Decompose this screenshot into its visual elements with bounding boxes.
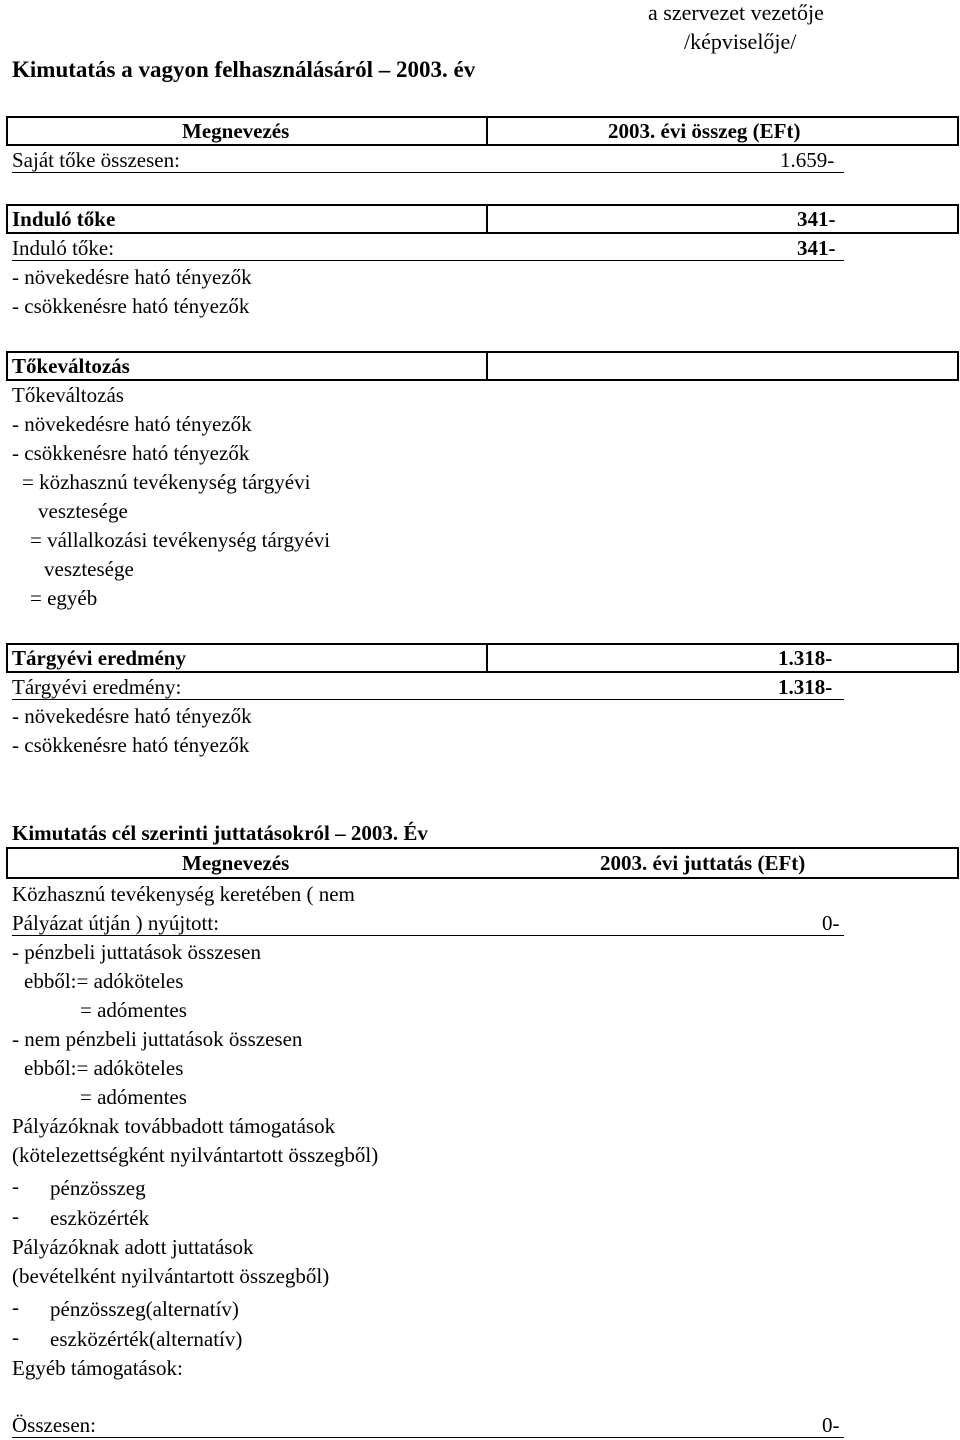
sajat-toke-label: Saját tőke összesen: — [12, 148, 180, 172]
tokevaltozas-novekedes: - növekedésre ható tényezők — [12, 412, 252, 436]
indulo-toke-heading-value: 341- — [797, 207, 836, 231]
egyeb-row: = egyéb — [30, 586, 98, 610]
nem-penzbeli-adokoteles: ebből:= adóköteles — [24, 1056, 184, 1080]
eszkozertek-alternativ: eszközérték(alternatív) — [50, 1327, 243, 1351]
targyevi-underline — [12, 699, 844, 700]
targyevi-heading: Tárgyévi eredmény — [12, 646, 186, 670]
kozhasznu-veszteseg-a: = közhasznú tevékenység tárgyévi — [22, 470, 311, 494]
sajat-toke-value: 1.659- — [780, 148, 835, 172]
eszkozertek-dash: - — [12, 1204, 19, 1228]
kozhasznu-juttatas-underline — [12, 935, 844, 936]
penzosszeg-alt-dash: - — [12, 1295, 19, 1319]
penzbeli-adokoteles: ebből:= adóköteles — [24, 969, 184, 993]
indulo-csokkenes: - csökkenésre ható tényezők — [12, 294, 250, 318]
targyevi-label: Tárgyévi eredmény: — [12, 675, 182, 699]
table2-col-value: 2003. évi juttatás (EFt) — [600, 851, 806, 875]
indulo-toke-heading: Induló tőke — [12, 207, 116, 231]
penzosszeg-dash: - — [12, 1174, 19, 1198]
kozhasznu-juttatas-a: Közhasznú tevékenység keretében ( nem — [12, 882, 355, 906]
indulo-toke-value: 341- — [797, 236, 836, 260]
signature-line-1: a szervezet vezetője — [648, 0, 824, 25]
targyevi-value: 1.318- — [778, 675, 833, 699]
osszesen-label: Összesen: — [12, 1413, 96, 1437]
indulo-toke-underline — [12, 260, 844, 261]
table1-header-divider — [486, 116, 488, 146]
indulo-toke-label: Induló tőke: — [12, 236, 115, 260]
targyevi-heading-value: 1.318- — [778, 646, 833, 670]
indulo-toke-divider — [486, 204, 488, 234]
indulo-novekedes: - növekedésre ható tényezők — [12, 265, 252, 289]
tovabbadott-tamogatasok-b: (kötelezettségként nyilvántartott összegből) — [12, 1143, 379, 1167]
adott-juttatasok-a: Pályázóknak adott juttatások — [12, 1235, 254, 1259]
penzbeli-juttatasok: - pénzbeli juttatások összesen — [12, 940, 262, 964]
kozhasznu-veszteseg-b: vesztesége — [38, 499, 128, 523]
table1-col-name: Megnevezés — [182, 119, 290, 143]
nem-penzbeli-juttatasok: - nem pénzbeli juttatások összesen — [12, 1027, 303, 1051]
tovabbadott-tamogatasok-a: Pályázóknak továbbadott támogatások — [12, 1114, 336, 1138]
kozhasznu-juttatas-value: 0- — [822, 911, 840, 935]
table1-col-value: 2003. évi összeg (EFt) — [608, 119, 801, 143]
tokevaltozas-box — [6, 351, 959, 381]
osszesen-underline — [12, 1437, 844, 1438]
tokevaltozas-label: Tőkeváltozás — [12, 383, 124, 407]
page-title: Kimutatás a vagyon felhasználásáról – 2003. év — [12, 57, 476, 82]
tokevaltozas-heading: Tőkeváltozás — [12, 354, 130, 378]
osszesen-value: 0- — [822, 1413, 840, 1437]
table1-header-box — [6, 116, 959, 146]
sajat-toke-underline — [12, 172, 844, 173]
table2-col-name: Megnevezés — [182, 851, 290, 875]
tokevaltozas-divider — [486, 351, 488, 381]
nem-penzbeli-adomentes: = adómentes — [80, 1085, 187, 1109]
egyeb-tamogatasok: Egyéb támogatások: — [12, 1356, 183, 1380]
eszkozertek: eszközérték — [50, 1206, 150, 1230]
tokevaltozas-csokkenes: - csökkenésre ható tényezők — [12, 441, 250, 465]
kozhasznu-juttatas-b: Pályázat útján ) nyújtott: — [12, 911, 220, 935]
signature-line-2: /képviselője/ — [684, 29, 797, 54]
adott-juttatasok-b: (bevételként nyilvántartott összegből) — [12, 1264, 330, 1288]
penzbeli-adomentes: = adómentes — [80, 998, 187, 1022]
table2-title: Kimutatás cél szerinti juttatásokról – 2003. Év — [12, 821, 428, 845]
penzosszeg: pénzösszeg — [50, 1176, 146, 1200]
table2-header-box — [6, 847, 959, 879]
vallalkozasi-veszteseg-a: = vállalkozási tevékenység tárgyévi — [30, 528, 331, 552]
eszkozertek-alt-dash: - — [12, 1325, 19, 1349]
targyevi-csokkenes: - csökkenésre ható tényezők — [12, 733, 250, 757]
penzosszeg-alternativ: pénzösszeg(alternatív) — [50, 1297, 239, 1321]
vallalkozasi-veszteseg-b: vesztesége — [44, 557, 134, 581]
targyevi-divider — [486, 643, 488, 673]
targyevi-novekedes: - növekedésre ható tényezők — [12, 704, 252, 728]
